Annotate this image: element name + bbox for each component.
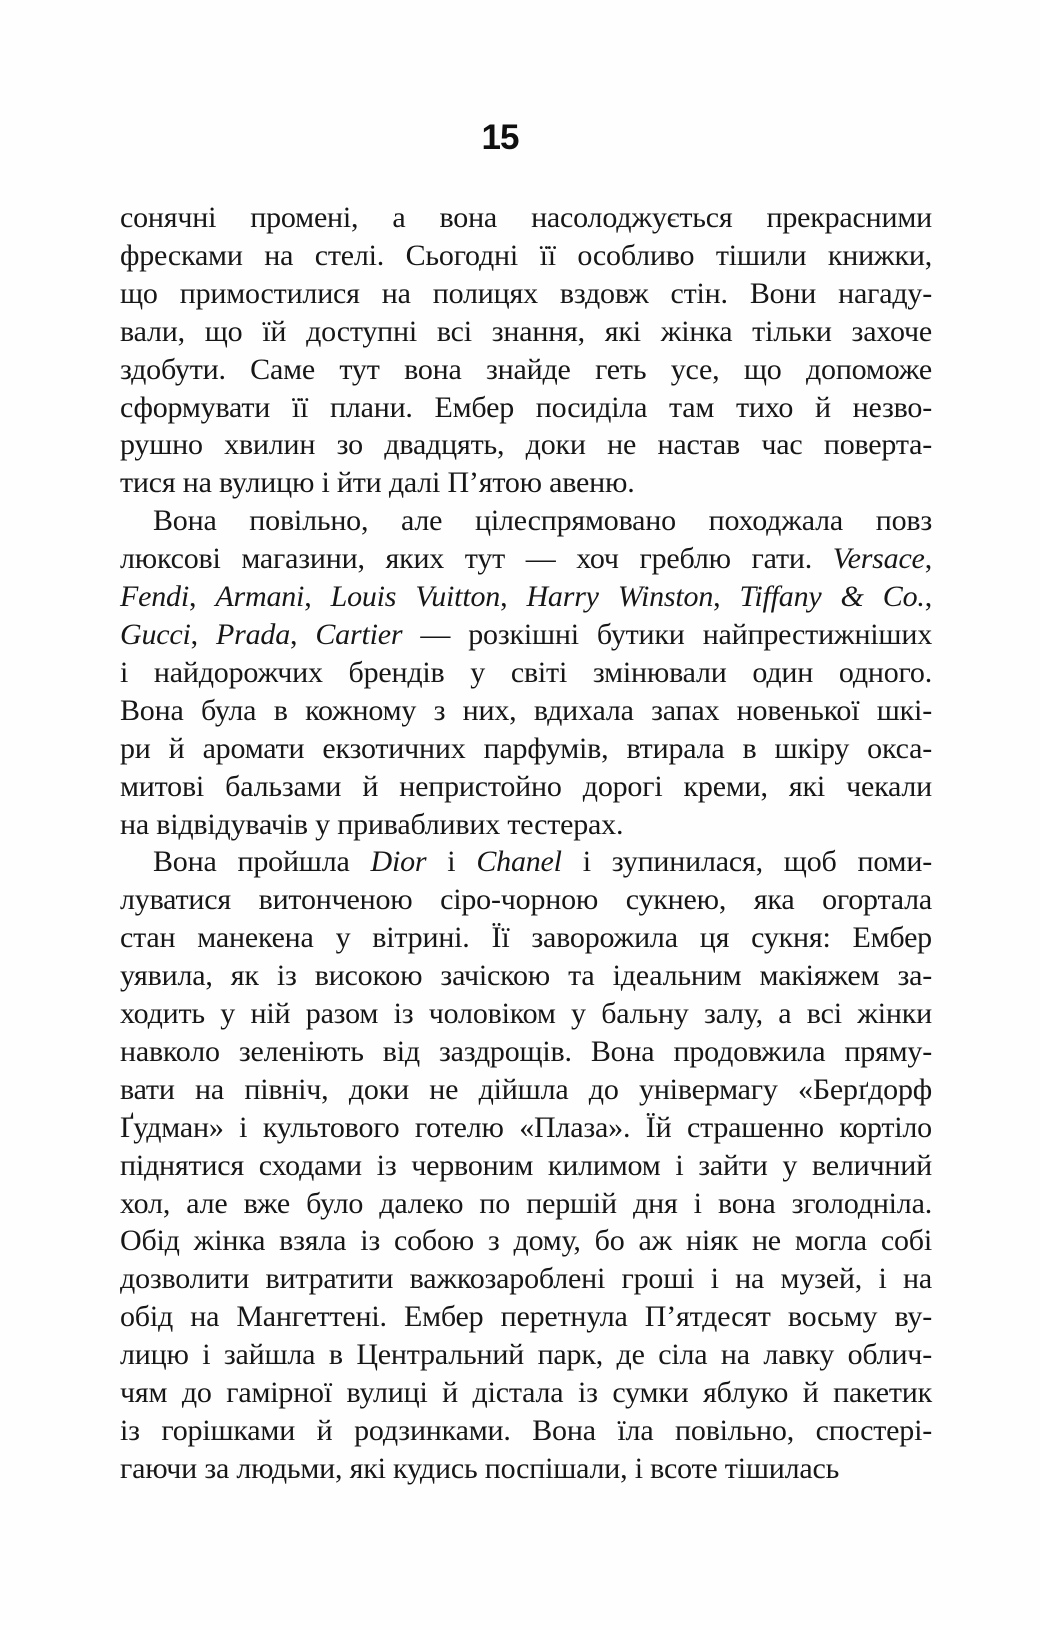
text-line	[120, 616, 932, 654]
text-line	[120, 1033, 932, 1071]
text-segment: на відвідувачів у привабливих тестерах.	[120, 807, 624, 841]
text-segment: Обід жінка взяла із собою з дому, бо аж ніяк не могла собі	[120, 1224, 932, 1258]
text-segment: ,	[924, 580, 932, 614]
text-segment: луватися витонченою сіро-чорною сукнею, яка огортала	[120, 883, 932, 917]
text-segment: що примостилися на полицях вздовж стін. Вони нагаду-	[120, 276, 932, 310]
text-line	[120, 692, 932, 730]
text-line	[120, 578, 932, 616]
text-line	[120, 806, 932, 844]
text-segment: ,	[290, 617, 316, 651]
text-line	[120, 1450, 932, 1488]
text-segment: ри й аромати екзотичних парфумів, втирала в шкіру окса-	[120, 731, 932, 765]
text-line	[120, 540, 932, 578]
text-line	[120, 957, 932, 995]
text-line	[120, 1222, 932, 1260]
text-segment: вати на північ, доки не дійшла до універмагу «Берґдорф	[120, 1072, 932, 1106]
text-segment: і найдорожчих брендів у світі змінювали один одного.	[120, 655, 932, 689]
text-segment: обід на Мангеттені. Ембер перетнула П’ятдесят восьму ву-	[120, 1300, 932, 1334]
text-line	[120, 351, 932, 389]
text-segment: ходить у ній разом із чоловіком у бальну залу, а всі жінки	[120, 997, 932, 1031]
text-segment: тися на вулицю і йти далі П’ятою авеню.	[120, 466, 635, 500]
brand-name-italic: Tiffany & Co.	[739, 580, 925, 614]
text-line	[120, 237, 932, 275]
text-line	[120, 654, 932, 692]
text-line	[120, 464, 932, 502]
text-line	[120, 1185, 932, 1223]
brand-name-italic: Louis Vuitton	[330, 580, 501, 614]
text-segment: Ґудман» і культового готелю «Плаза». Їй страшенно кортіло	[120, 1110, 932, 1144]
page-body	[120, 199, 932, 1488]
text-segment: ,	[190, 617, 216, 651]
brand-name-italic: Dior	[370, 845, 427, 879]
text-line	[120, 1298, 932, 1336]
text-segment: ,	[500, 580, 527, 614]
text-line	[120, 313, 932, 351]
text-line	[120, 1336, 932, 1374]
text-segment: фресками на стелі. Сьогодні її особливо тішили книжки,	[120, 238, 932, 272]
text-segment: сонячні промені, а вона насолоджується прекрасними	[120, 201, 932, 234]
brand-name-italic: Cartier	[315, 617, 403, 651]
text-segment: люксові магазини, яких тут — хоч греблю гати.	[120, 542, 833, 576]
text-segment: стан манекена у вітрині. Її заворожила ця сукня: Ембер	[120, 921, 932, 955]
text-segment: дозволити витратити важкозароблені гроші і на музей, і на	[120, 1262, 932, 1296]
text-segment: гаючи за людьми, які кудись поспішали, і всоте тішилась	[120, 1451, 840, 1485]
text-line	[120, 1147, 932, 1185]
text-segment: Вона повільно, але цілеспрямовано походжала повз	[153, 504, 932, 538]
text-segment: вали, що їй доступні всі знання, які жінка тільки захоче	[120, 314, 932, 348]
text-line	[120, 389, 932, 427]
brand-name-italic: Versace	[832, 542, 925, 576]
paragraph	[120, 199, 932, 502]
text-segment: хол, але вже було далеко по першій дня і вона зголодніла.	[120, 1186, 932, 1220]
text-line	[120, 426, 932, 464]
text-line	[120, 919, 932, 957]
text-segment: Вона пройшла	[153, 845, 371, 879]
text-line	[120, 881, 932, 919]
page-number: 15	[481, 118, 519, 157]
text-segment: ,	[924, 542, 932, 576]
text-segment: уявила, як із високою зачіскою та ідеальним макіяжем за-	[120, 959, 932, 993]
text-segment: Вона була в кожному з них, вдихала запах новенької шкі-	[120, 693, 932, 727]
text-segment: і	[426, 845, 477, 879]
text-line	[120, 502, 932, 540]
brand-name-italic: Armani	[215, 580, 305, 614]
text-line	[120, 995, 932, 1033]
text-segment: навколо зеленіють від заздрощів. Вона продовжила пряму-	[120, 1034, 932, 1068]
text-line	[120, 199, 932, 237]
text-segment: ,	[713, 580, 740, 614]
text-segment: — розкішні бутики найпрестижніших	[402, 617, 932, 651]
text-segment: ,	[304, 580, 331, 614]
text-line	[120, 1412, 932, 1450]
text-line	[120, 730, 932, 768]
text-segment: із горішками й родзинками. Вона їла повільно, спостері-	[120, 1414, 932, 1447]
paragraph	[120, 843, 932, 1487]
brand-name-italic: Fendi	[120, 580, 189, 614]
text-segment: здобути. Саме тут вона знайде геть усе, що допоможе	[120, 352, 932, 386]
text-line	[120, 1260, 932, 1298]
text-line	[120, 1374, 932, 1412]
text-segment: піднятися сходами із червоним килимом і зайти у величний	[120, 1148, 932, 1182]
text-line	[120, 275, 932, 313]
text-segment: і зупинилася, щоб поми-	[561, 845, 932, 879]
text-segment: рушно хвилин зо двадцять, доки не настав час поверта-	[120, 428, 932, 462]
brand-name-italic: Prada	[216, 617, 291, 651]
text-line	[120, 843, 932, 881]
text-segment: ,	[188, 580, 216, 614]
text-line	[120, 1109, 932, 1147]
brand-name-italic: Gucci	[120, 617, 191, 651]
text-line	[120, 768, 932, 806]
paragraph	[120, 502, 932, 843]
text-segment: митові бальзами й непристойно дорогі креми, які чекали	[120, 769, 932, 803]
text-segment: лицю і зайшла в Центральний парк, де сіла на лавку облич-	[120, 1338, 932, 1372]
text-segment: чям до гамірної вулиці й дістала із сумки яблуко й пакетик	[120, 1376, 932, 1410]
brand-name-italic: Chanel	[476, 845, 562, 879]
text-segment: сформувати її плани. Ембер посиділа там тихо й незво-	[120, 390, 932, 424]
brand-name-italic: Harry Winston	[526, 580, 714, 614]
text-line	[120, 1071, 932, 1109]
